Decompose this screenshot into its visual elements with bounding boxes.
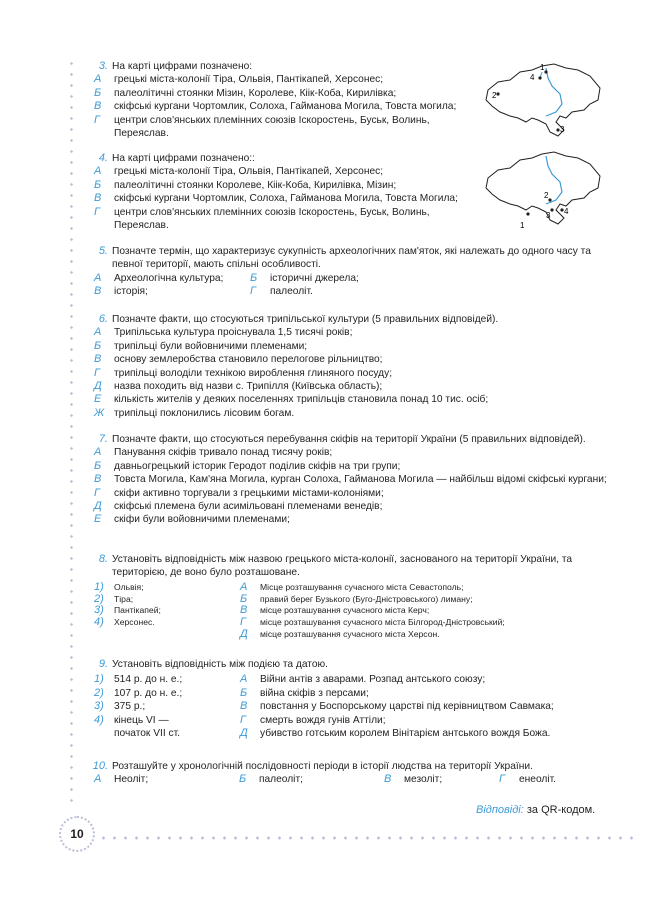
question-6 [90,313,610,420]
question-number: 7. [98,433,108,445]
option-text: правий берег Бузького (Буго-Дністровського) лиману; [260,593,473,604]
option-letter: Д [240,727,248,740]
option-text: 514 р. до н. е.; [114,674,183,686]
option-text: давньогрецький історик Геродот поділив скіфів на три групи; [114,460,401,472]
answers-label: Відповіді: [476,804,524,816]
option[interactable] [92,100,485,113]
option-text: Ольвія; [114,581,144,592]
option-letter: Г [240,616,246,629]
option[interactable]: Б палеоліт; [239,773,303,786]
ukraine-map-q3 [480,60,605,142]
option-letter: Е [94,393,102,406]
map-outline [486,64,600,136]
option[interactable]: В мезоліт; [384,773,443,786]
match-right-item[interactable] [238,714,610,727]
option[interactable]: Б історичні джерела; [250,271,359,284]
option-letter: Г [94,205,100,218]
match-left-item[interactable] [92,582,230,594]
match-right-item[interactable] [238,673,610,686]
option-text: центри слов'янських племінних союзів Іскоростень, Буськ, Волинь, Переяслав. [114,206,430,232]
option[interactable] [92,114,485,141]
question-7 [90,433,610,527]
match-right-item[interactable] [238,727,610,740]
question-8 [90,553,610,641]
question-text: На карті цифрами позначено: [112,61,253,72]
map-label: 1 [540,63,545,72]
question-number: 9. [98,658,108,670]
option[interactable] [92,326,610,339]
option-letter: 4) [94,713,104,726]
question-5 [90,245,610,299]
option[interactable] [92,87,485,100]
option-letter: Б [240,592,248,605]
match-left-item[interactable] [92,617,230,629]
map-label: 4 [530,73,535,82]
option-letter: В [240,604,248,617]
option-text: Трипільська культура проіснувала 1,5 тисячі років; [114,327,353,339]
option-letter: Г [94,366,100,379]
option-text: Тіра; [114,593,134,604]
option-text: трипільці володіли технікою вироблення глиняного посуду; [114,367,393,379]
question-10 [90,760,610,787]
option-letter: Б [94,178,102,191]
option-letter: 2) [94,686,104,699]
option-letter: Б [94,339,102,352]
option[interactable] [92,73,485,86]
match-right-item[interactable] [238,594,610,606]
option[interactable]: В історія; [94,285,148,298]
question-text: Позначте факти, що стосуються перебування скіфів на території України (5 правильних відповідей). [112,434,586,445]
option[interactable] [92,407,610,420]
option-letter: А [240,673,248,686]
option-letter: Г [240,713,246,726]
question-number: 8. [98,553,108,565]
option[interactable] [92,353,610,366]
option[interactable]: А Археологічна культура; [94,271,224,284]
match-right-item[interactable] [238,629,610,641]
option-letter: 4) [94,616,104,629]
option-text: трипільці поклонились лісовим богам. [114,407,295,419]
option-letter: А [94,73,102,86]
option[interactable] [92,206,485,233]
option-text: палеолітичні стоянки Мізин, Королеве, Кіік-Коба, Кирилівка; [114,87,397,99]
option[interactable]: А Неоліт; [94,773,149,786]
option-text: Місце розташування сучасного міста Севастополь; [260,581,464,592]
option-text: скіфські племена були асимільовані племенами венедів; [114,501,383,513]
match-left-item[interactable] [92,594,230,606]
option-letter: Г [94,486,100,499]
option[interactable]: Г палеоліт. [250,285,313,298]
option-letter: 1) [94,673,104,686]
question-text: Позначте факти, що стосуються трипільської культури (5 правильних відповідей). [112,314,499,325]
option-text: палеолітичні стоянки Королеве, Кіік-Коба, Кирилівка, Мізин; [114,179,397,191]
option[interactable] [92,393,610,406]
match-left-item[interactable] [92,727,230,740]
question-number: 5. [98,245,108,257]
question-number: 6. [98,313,108,325]
map-label: 2 [544,191,549,200]
match-right-item[interactable] [238,700,610,713]
option-text: грецькі міста-колонії Тіра, Ольвія, Пантікапей, Херсонес; [114,74,384,86]
option-text: трипільці були войовничими племенами; [114,340,308,352]
option[interactable]: Г енеоліт. [499,773,556,786]
option-text: кінець VI — [114,714,169,726]
option-text: початок VII ст. [114,728,180,740]
left-dotted-border [70,58,73,803]
option-letter: В [94,192,102,205]
map-outline [486,152,600,224]
option-text: Пантікапей; [114,605,161,616]
option-text: основу землеробства становило перелогове рільництво; [114,354,383,366]
option[interactable] [92,473,610,486]
option[interactable] [92,460,610,473]
option[interactable] [92,513,610,526]
option-letter: Б [94,459,102,472]
option-text: скіфські кургани Чортомлик, Солоха, Гайманова Могила, Товста могила; [114,101,457,113]
option-letter: В [94,100,102,113]
match-left-item[interactable] [92,700,230,713]
option-letter [92,727,114,740]
option-text: місце розташування сучасного міста Білгород-Дністровський; [260,617,505,628]
option-text: Панування скіфів тривало понад тисячу років; [114,447,333,459]
option-text: скіфи активно торгували з грецькими містами-колоніями; [114,487,384,499]
option-text: Товста Могила, Кам'яна Могила, курган Солоха, Гайманова Могила — найбільш відомі скіфські кургани; [114,474,607,486]
question-number: 10. [92,760,108,772]
option-letter: Е [94,513,102,526]
question-9 [90,658,610,740]
question-text: На карті цифрами позначено:: [112,153,255,164]
answers-note [476,804,595,816]
option-text: місце розташування сучасного міста Керч; [260,605,430,616]
option-text: Війни антів з аварами. Розпад антського союзу; [260,674,486,686]
option-text: смерть вождя гунів Аттіли; [260,714,386,726]
match-right-item[interactable] [238,617,610,629]
option-letter: Б [240,686,248,699]
option-text: скіфські кургани Чортомлик, Солоха, Гайманова Могила, Товста Могила; [114,193,458,205]
question-text: Розташуйте у хронологічній послідовності періоди в історії людства на території України. [112,761,533,772]
option-letter: 3) [94,700,104,713]
option-text: кількість жителів у деяких поселеннях трипільців становила понад 10 тис. осіб; [114,394,489,406]
option-letter: Д [240,628,248,640]
option[interactable] [92,179,485,192]
match-left-item[interactable] [92,673,230,686]
question-text: Установіть відповідність між подією та датою. [112,659,328,670]
match-left-item[interactable] [92,687,230,700]
option-letter: В [94,353,102,366]
option-letter: Д [94,380,102,393]
option-text: центри слов'янських племінних союзів Іскоростень, Буськ, Волинь, Переяслав. [114,114,430,140]
question-number: 4. [98,152,108,164]
page-number: 10 [59,816,95,852]
answers-text: за QR-кодом. [526,804,596,816]
option-text: місце розташування сучасного міста Херсон. [260,629,440,639]
option-text: повстання у Боспорському царстві під керівництвом Савмака; [260,701,554,713]
option[interactable] [92,340,610,353]
option-text: убивство готським королем Вінітарієм антського вождя Божа. [260,728,551,740]
option-text: війна скіфів з персами; [260,687,369,699]
option[interactable] [92,380,610,393]
question-3 [90,60,485,140]
option-letter: 2) [94,592,104,605]
option-text: назва походить від назви с. Трипілля (Київська область); [114,381,383,393]
option[interactable] [92,500,610,513]
map-label: 4 [564,207,569,216]
option-letter: Ж [94,406,105,419]
option-letter: Г [94,113,100,126]
option-letter: А [240,580,248,593]
option[interactable] [92,487,610,500]
option-text: скіфи були войовничими племенами; [114,514,290,526]
option[interactable] [92,446,610,459]
option[interactable] [92,165,485,178]
map-label: 3 [546,211,551,220]
ukraine-map-q4 [480,148,605,230]
bottom-dotted-border [98,836,633,840]
question-number: 3. [98,60,108,72]
match-left-item[interactable] [92,605,230,617]
match-right-item[interactable] [238,605,610,617]
question-text: Установіть відповідність між назвою грецького міста-колонії, заснованого на території України, та територією, де воно було розташоване. [112,554,573,579]
option-letter: В [94,473,102,486]
option-text: 375 р.; [114,701,146,713]
option-text: Херсонес. [114,617,155,628]
option[interactable] [92,367,610,380]
option-letter: Б [94,86,102,99]
match-right-item[interactable] [238,687,610,700]
option-letter: 3) [94,604,104,617]
option-letter: А [94,446,102,459]
question-text: Позначте термін, що характеризує сукупність археологічних пам'яток, які належать до одного часу та певної території, мають спільні особливості. [112,246,591,271]
option-text: 107 р. до н. е.; [114,687,183,699]
river [546,68,562,116]
option-letter: А [94,165,102,178]
map-label: 3 [560,125,565,134]
map-label: 1 [520,221,525,230]
match-right-item[interactable] [238,582,610,594]
map-label: 2 [492,91,497,100]
option[interactable] [92,192,485,205]
option-letter: В [240,700,248,713]
match-left-item[interactable] [92,714,230,727]
option-letter: 1) [94,580,104,593]
option-letter: А [94,326,102,339]
option-letter: Д [94,500,102,513]
question-4 [90,152,485,232]
option-text: грецькі міста-колонії Тіра, Ольвія, Пантікапей, Херсонес; [114,166,384,178]
